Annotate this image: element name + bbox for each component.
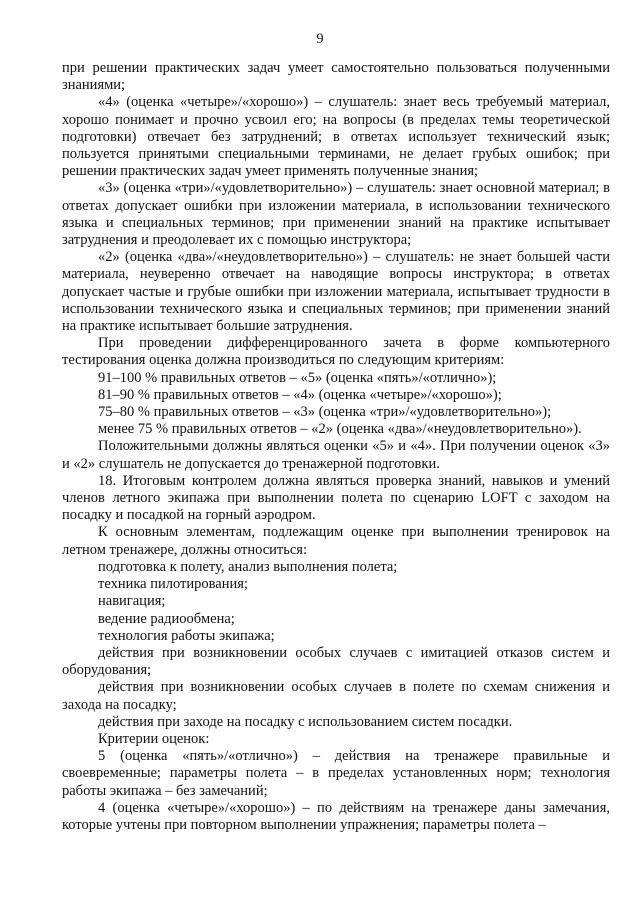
document-body (62, 60, 610, 834)
element-item-crew-technology: технология работы экипажа; (98, 627, 275, 644)
criteria-item-2: менее 75 % правильных ответов – «2» (оценка «два»/«неудовлетворительно»). (98, 421, 582, 438)
element-item-special-cases-approach: действия при возникновении особых случаев в полете по схемам снижения и захода на посадку; (62, 679, 610, 713)
paragraph-grade-3: «3» (оценка «три»/«удовлетворительно») – слушатель: знает основной материал; в ответах допускает ошибки при изложении материала, в использовании технического языка и специальных терминов; при применении знаний на практике испытывает затруднения и преодолевает их с помощью инструктора; (62, 180, 610, 249)
element-item-radio: ведение радиообмена; (98, 610, 235, 627)
paragraph-positive-grades: Положительными должны являться оценки «5» и «4». При получении оценок «3» и «2» слушатель не допускается до тренажерной подготовки. (62, 438, 610, 472)
element-item-navigation: навигация; (98, 593, 166, 610)
criteria-item-3: 75–80 % правильных ответов – «3» (оценка «три»/«удовлетворительно»); (98, 404, 552, 421)
paragraph-criteria-5: 5 (оценка «пять»/«отлично») – действия на тренажере правильные и своевременные; параметры полета – в пределах установленных норм; технология работы экипажа – без замечаний; (62, 748, 610, 799)
paragraph-grade-4: «4» (оценка «четыре»/«хорошо») – слушатель: знает весь требуемый материал, хорошо понимает и прочно усвоил его; на вопросы (в пределах темы теоретической подготовки) отвечает без затруднений; в ответах использует технический язык; пользуется принятыми специальными терминами, не делает грубых ошибок; при решении практических задач умеет применять полученные знания; (62, 94, 610, 180)
paragraph-criteria-heading: Критерии оценок: (98, 730, 210, 747)
paragraph-criteria-4: 4 (оценка «четыре»/«хорошо») – по действиям на тренажере даны замечания, которые учтены при повторном выполнении упражнения; параметры полета – (62, 799, 610, 833)
paragraph-elements-intro: К основным элементам, подлежащим оценке при выполнении тренировок на летном тренажере, должны относиться: (62, 524, 610, 558)
criteria-item-5: 91–100 % правильных ответов – «5» (оценка «пять»/«отлично»); (98, 369, 497, 386)
paragraph-continuation: при решении практических задач умеет самостоятельно пользоваться полученными знаниями; (62, 60, 610, 94)
element-item-preparation: подготовка к полету, анализ выполнения полета; (98, 558, 398, 575)
element-item-landing-systems: действия при заходе на посадку с использованием систем посадки. (98, 713, 513, 730)
element-item-piloting: техника пилотирования; (98, 576, 248, 593)
paragraph-grade-2: «2» (оценка «два»/«неудовлетворительно») – слушатель: не знает большей части материала, неуверенно отвечает на наводящие вопросы инструктора; в ответах допускает частые и грубые ошибки при изложении материала, испытывает трудности в использовании технического языка и специальных терминов; при применении знаний на практике испытывает большие затруднения. (62, 249, 610, 335)
element-item-special-cases-failures: действия при возникновении особых случаев с имитацией отказов систем и оборудования; (62, 644, 610, 679)
criteria-item-4: 81–90 % правильных ответов – «4» (оценка «четыре»/«хорошо»); (98, 386, 502, 403)
paragraph-section-18: 18. Итоговым контролем должна являться проверка знаний, навыков и умений членов летного экипажа при выполнении полета по сценарию LOFT с заходом на посадку и посадкой на горный аэродром. (62, 472, 610, 524)
page-number: 9 (316, 31, 324, 47)
paragraph-testing-criteria-intro: При проведении дифференцированного зачета в форме компьютерного тестирования оценка должна производиться по следующим критериям: (62, 335, 610, 369)
